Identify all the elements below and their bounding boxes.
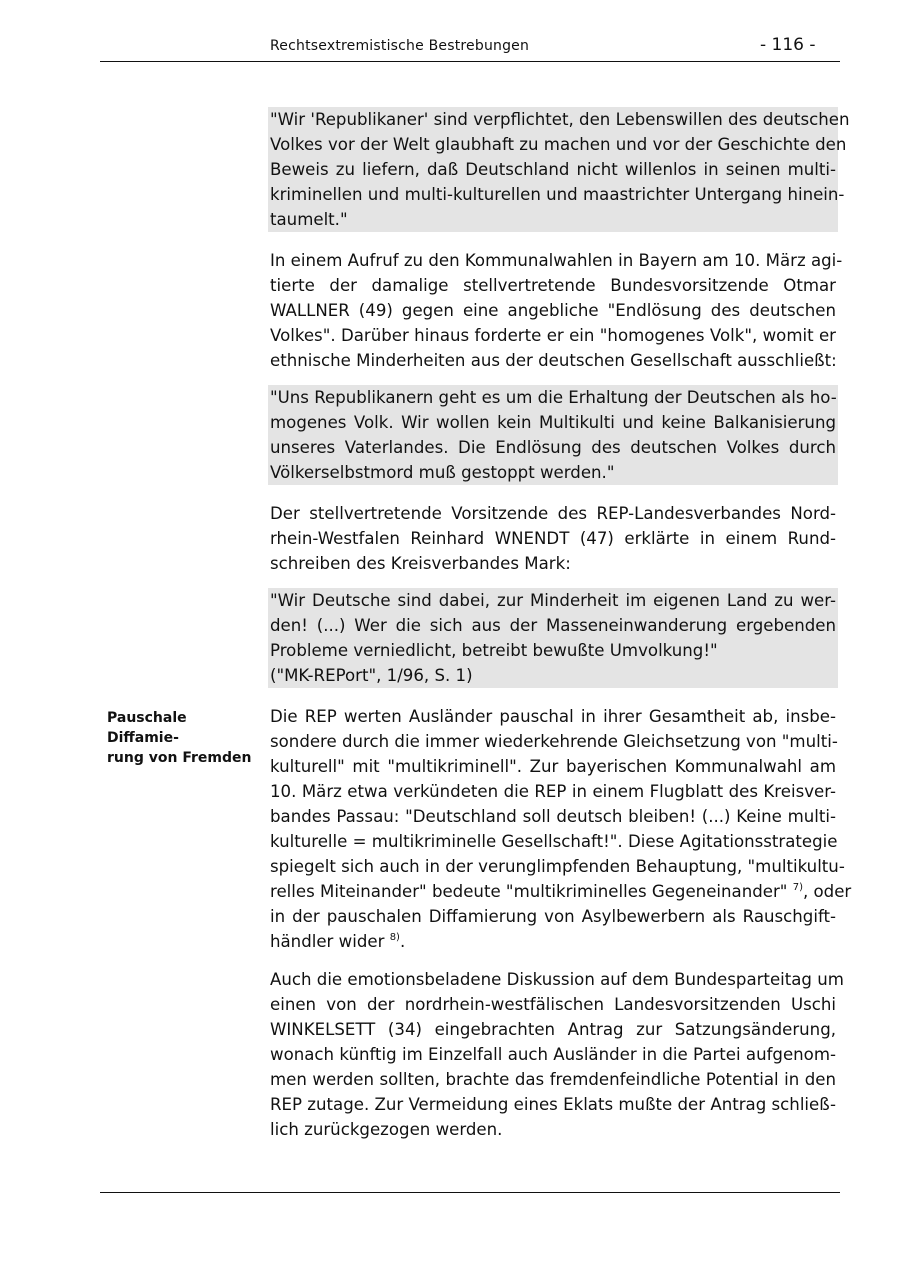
footer-rule bbox=[100, 1192, 840, 1193]
text-line: men werden sollten, brachte das fremdenfeindliche Potential in den bbox=[270, 1070, 836, 1089]
text-line: rhein-Westfalen Reinhard WNENDT (47) erklärte in einem Rund- bbox=[270, 529, 836, 548]
text-segment: händler wider bbox=[270, 932, 385, 951]
text-line: ethnische Minderheiten aus der deutschen Gesellschaft ausschließt: bbox=[270, 351, 837, 370]
quote-line: unseres Vaterlandes. Die Endlösung des deutschen Volkes durch bbox=[270, 438, 836, 457]
quote-line: Volkes vor der Welt glaubhaft zu machen und vor der Geschichte den bbox=[270, 135, 847, 154]
margin-note bbox=[107, 708, 262, 768]
text-segment: , oder bbox=[802, 882, 852, 901]
text-line-with-footnote bbox=[270, 879, 852, 904]
text-line: Volkes". Darüber hinaus forderte er ein "homogenes Volk", womit er bbox=[270, 326, 836, 345]
text-line: in der pauschalen Diffamierung von Asylbewerbern als Rauschgift- bbox=[270, 907, 836, 926]
text-segment: . bbox=[399, 932, 406, 951]
quote-source: ("MK-REPort", 1/96, S. 1) bbox=[270, 666, 473, 685]
paragraph-3 bbox=[270, 704, 852, 954]
text-line: In einem Aufruf zu den Kommunalwahlen in Bayern am 10. März agi- bbox=[270, 251, 843, 270]
text-line: sondere durch die immer wiederkehrende Gleichsetzung von "multi- bbox=[270, 732, 838, 751]
footnote-ref-7: 7) bbox=[792, 882, 803, 893]
text-line: Auch die emotionsbeladene Diskussion auf dem Bundesparteitag um bbox=[270, 970, 844, 989]
text-line: bandes Passau: "Deutschland soll deutsch bleiben! (...) Keine multi- bbox=[270, 807, 836, 826]
text-line: wonach künftig im Einzelfall auch Ausländer in die Partei aufgenom- bbox=[270, 1045, 836, 1064]
quote-block-3 bbox=[268, 588, 838, 688]
text-line: kulturell" mit "multikriminell". Zur bayerischen Kommunalwahl am bbox=[270, 757, 836, 776]
quote-line: "Wir Deutsche sind dabei, zur Minderheit im eigenen Land zu wer- bbox=[270, 591, 836, 610]
text-line: schreiben des Kreisverbandes Mark: bbox=[270, 554, 571, 573]
text-line: WALLNER (49) gegen eine angebliche "Endlösung des deutschen bbox=[270, 301, 836, 320]
header-rule bbox=[100, 61, 840, 62]
quote-line: Probleme verniedlicht, betreibt bewußte Umvolkung!" bbox=[270, 641, 718, 660]
paragraph-4 bbox=[270, 967, 844, 1142]
quote-line: den! (...) Wer die sich aus der Masseneinwanderung ergebenden bbox=[270, 616, 836, 635]
paragraph-2 bbox=[270, 501, 836, 576]
quote-line: "Wir 'Republikaner' sind verpflichtet, den Lebenswillen des deutschen bbox=[270, 110, 850, 129]
text-line: Die REP werten Ausländer pauschal in ihrer Gesamtheit ab, insbe- bbox=[270, 707, 836, 726]
quote-line: Völkerselbstmord muß gestoppt werden." bbox=[270, 463, 615, 482]
quote-block-1 bbox=[268, 107, 850, 232]
text-line: tierte der damalige stellvertretende Bundesvorsitzende Otmar bbox=[270, 276, 836, 295]
text-line-with-footnote bbox=[270, 929, 836, 954]
text-line: lich zurückgezogen werden. bbox=[270, 1120, 503, 1139]
text-line: spiegelt sich auch in der verunglimpfenden Behauptung, "multikultu- bbox=[270, 857, 845, 876]
text-line: einen von der nordrhein-westfälischen Landesvorsitzenden Uschi bbox=[270, 995, 836, 1014]
margin-note-line: rung von Fremden bbox=[107, 750, 252, 766]
quote-line: kriminellen und multi-kulturellen und maastrichter Untergang hinein- bbox=[270, 185, 845, 204]
text-segment: relles Miteinander" bedeute "multikriminelles Gegeneinander" bbox=[270, 882, 788, 901]
text-line: Der stellvertretende Vorsitzende des REP-Landesverbandes Nord- bbox=[270, 504, 836, 523]
footnote-ref-8: 8) bbox=[389, 932, 400, 943]
page-number: - 116 - bbox=[760, 35, 816, 55]
running-header-title: Rechtsextremistische Bestrebungen bbox=[270, 38, 530, 54]
quote-line: Beweis zu liefern, daß Deutschland nicht willenlos in seinen multi- bbox=[270, 160, 836, 179]
text-line: REP zutage. Zur Vermeidung eines Eklats mußte der Antrag schließ- bbox=[270, 1095, 836, 1114]
quote-line: "Uns Republikanern geht es um die Erhaltung der Deutschen als ho- bbox=[270, 388, 837, 407]
quote-line: mogenes Volk. Wir wollen kein Multikulti und keine Balkanisierung bbox=[270, 413, 836, 432]
quote-block-2 bbox=[268, 385, 838, 485]
quote-line: taumelt." bbox=[270, 210, 348, 229]
text-line: kulturelle = multikriminelle Gesellschaft!". Diese Agitationsstrategie bbox=[270, 832, 838, 851]
text-line: 10. März etwa verkündeten die REP in einem Flugblatt des Kreisver- bbox=[270, 782, 836, 801]
text-line: WINKELSETT (34) eingebrachten Antrag zur Satzungsänderung, bbox=[270, 1020, 836, 1039]
margin-note-line: Pauschale Diffamie- bbox=[107, 710, 187, 746]
paragraph-1 bbox=[270, 248, 843, 373]
